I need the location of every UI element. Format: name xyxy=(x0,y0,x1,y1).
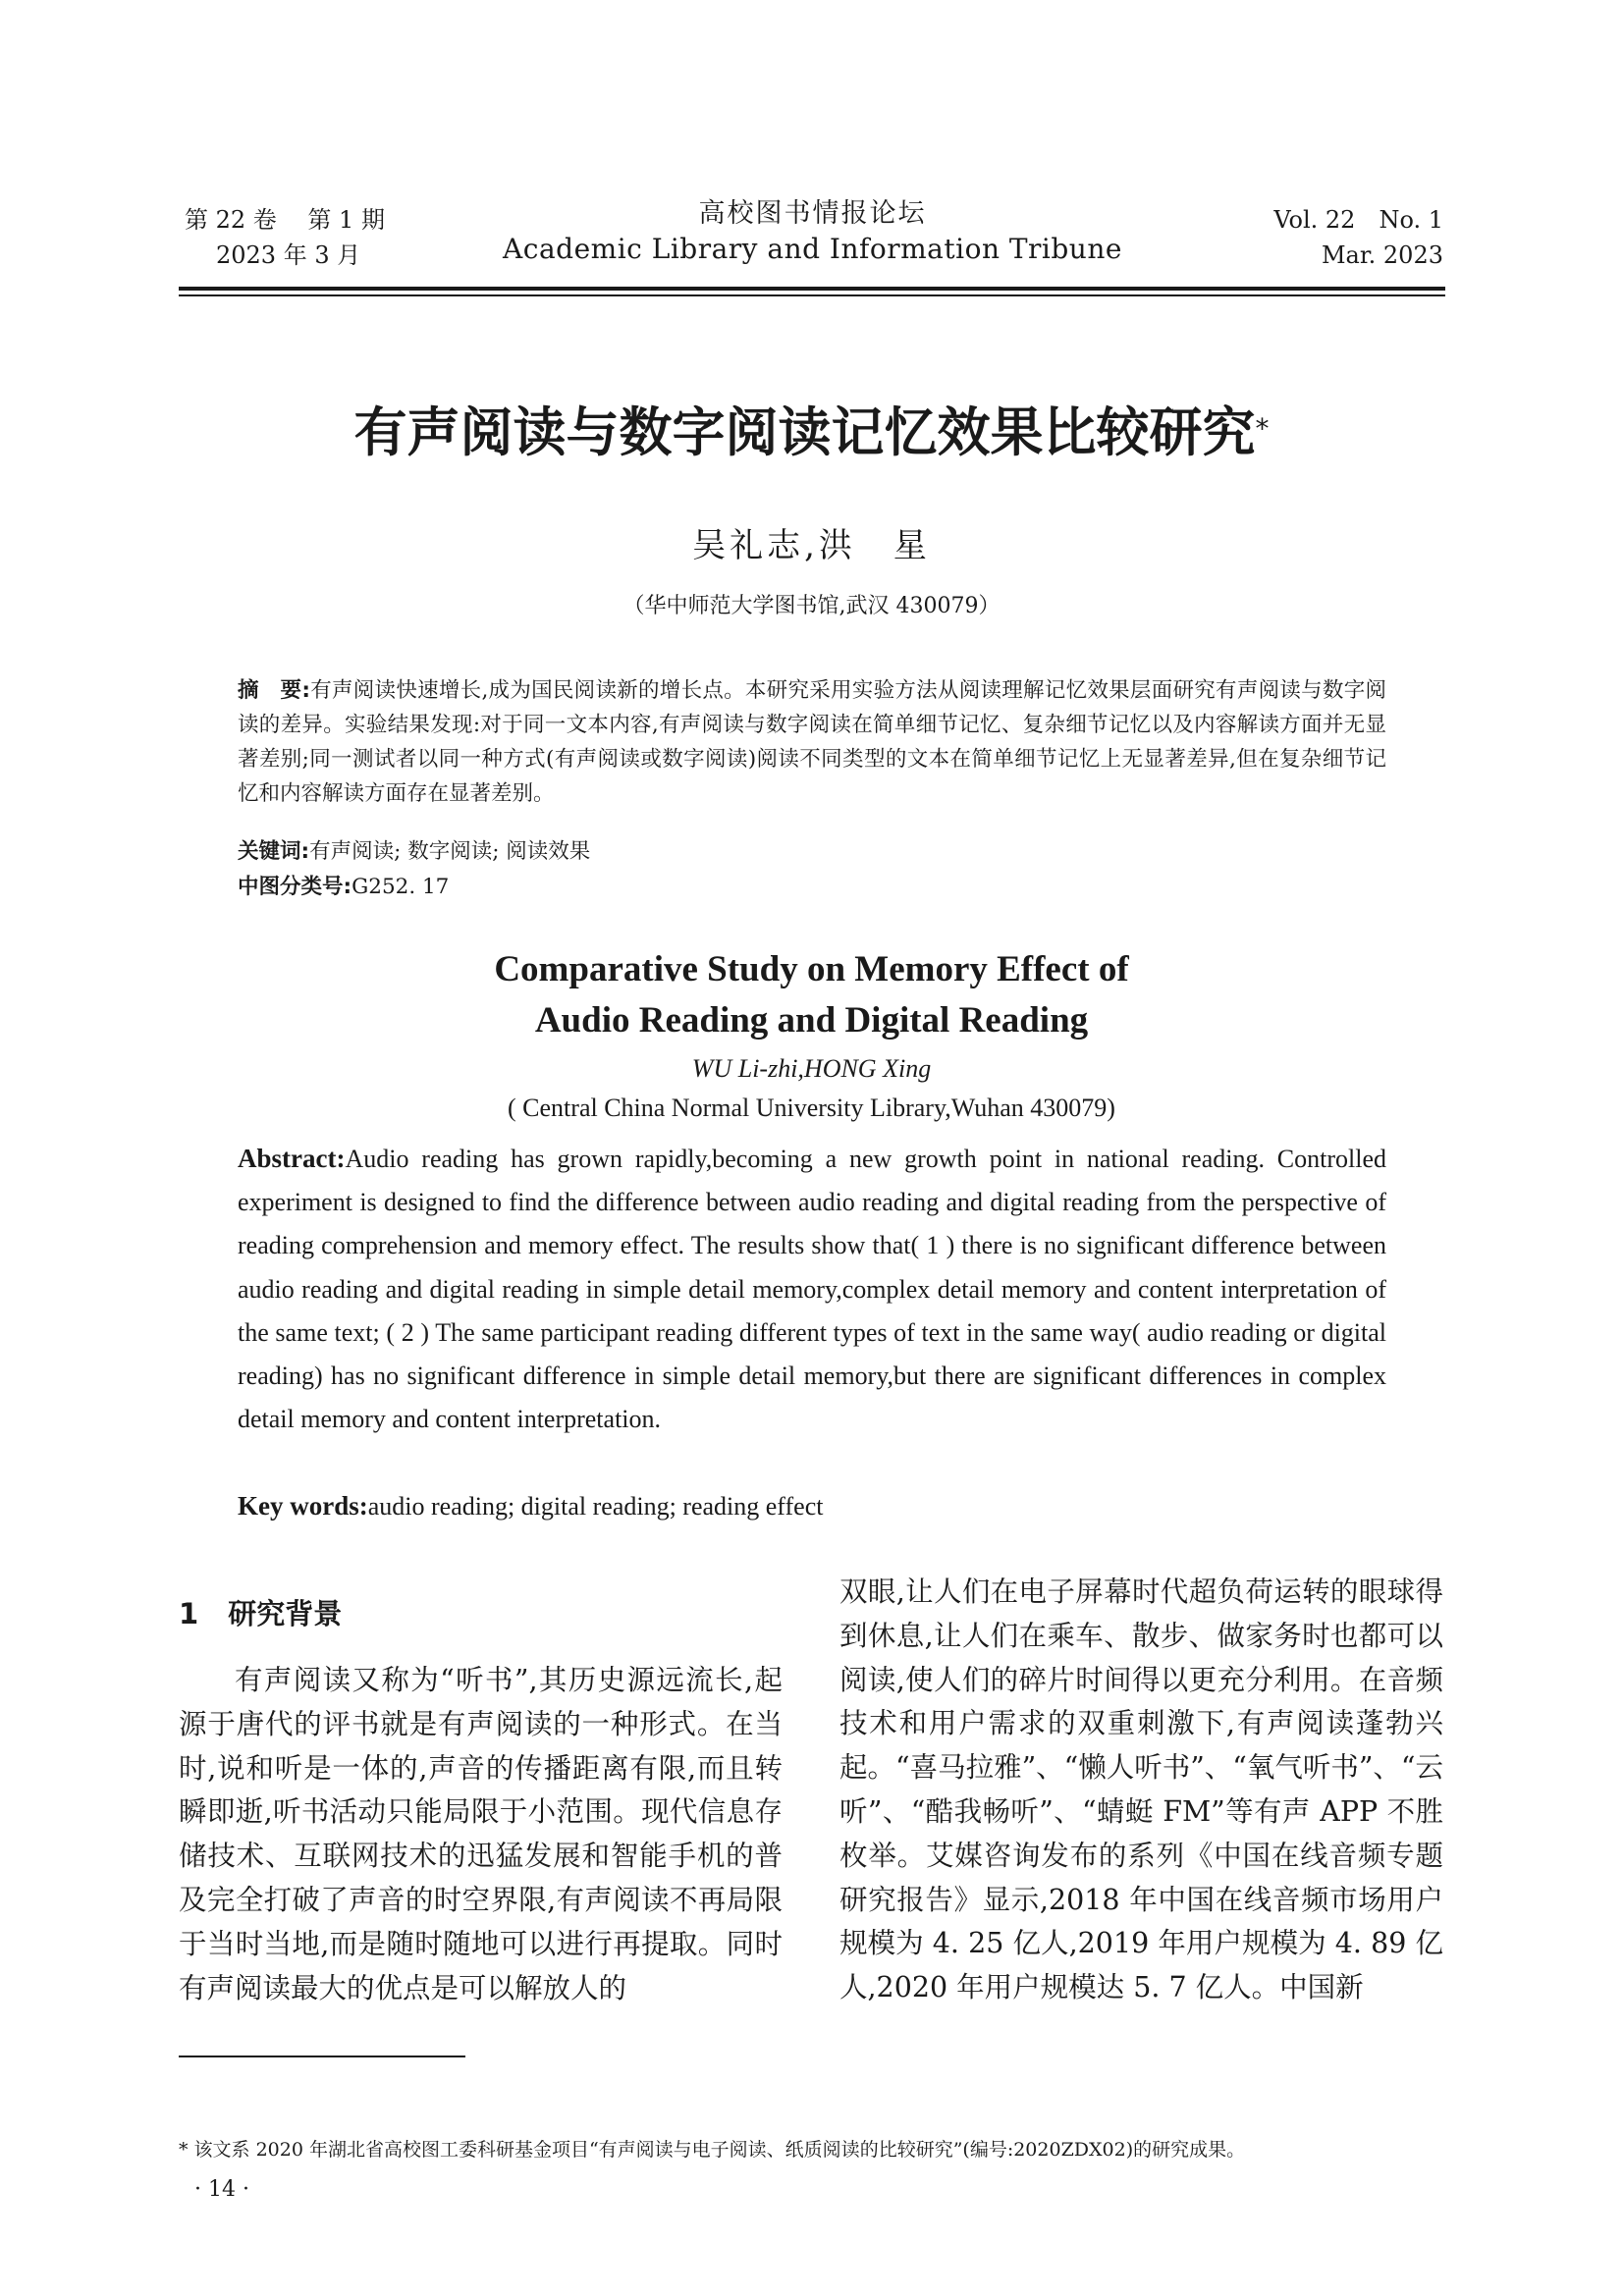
title-text: 有声阅读与数字阅读记忆效果比较研究 xyxy=(353,401,1256,463)
page-number: · 14 · xyxy=(194,2177,249,2202)
keywords-en-text: audio reading; digital reading; reading effect xyxy=(367,1492,824,1521)
classification-label: 中图分类号: xyxy=(238,875,352,899)
journal-volume-en xyxy=(1227,202,1443,273)
affiliation-cn: （华中师范大学图书馆,武汉 430079） xyxy=(622,594,1001,618)
paper-title-cn xyxy=(177,399,1446,467)
classification-number xyxy=(238,870,1386,904)
section-title: 研究背景 xyxy=(228,1597,343,1630)
footnote-mark: * xyxy=(179,2139,189,2161)
keywords-cn xyxy=(238,834,1386,869)
footnote-text: 该文系 2020 年湖北省高校图工委科研基金项目“有声阅读与电子阅读、纸质阅读的比较研究”(编号:2020ZDX02)的研究成果。 xyxy=(188,2139,1246,2161)
authors-en: WU Li-zhi,HONG Xing xyxy=(691,1054,932,1083)
section-heading xyxy=(179,1592,342,1632)
abstract-en-text: Audio reading has grown rapidly,becoming a new growth point in national reading. Controlled experiment is designed to find the difference between audio reading and digital reading from the perspective of reading comprehension and memory effect. The results show that( 1 ) there is no significant difference between audio reading and digital reading in simple detail memory,complex detail memory and content interpretation of the same text; ( 2 ) The same participant reading different types of text in the same way( audio reading or digital reading) has no significant difference in simple detail memory,but there are significant differences in complex detail memory and content interpretation. xyxy=(238,1145,1386,1434)
classification-text: G252. 17 xyxy=(352,875,450,899)
abstract-en-label: Abstract: xyxy=(238,1144,346,1173)
abstract-cn xyxy=(238,673,1386,811)
keywords-en xyxy=(238,1484,1386,1528)
section-number: 1 xyxy=(179,1597,199,1630)
journal-name-en: Academic Library and Information Tribune xyxy=(503,233,1122,265)
keywords-cn-label: 关键词: xyxy=(238,839,310,864)
journal-name-cn: 高校图书情报论坛 xyxy=(698,198,927,229)
abstract-en xyxy=(238,1137,1386,1441)
journal-name xyxy=(452,196,1173,267)
affiliation-en: ( Central China Normal University Library,Wuhan 430079) xyxy=(508,1094,1115,1122)
body-text-left-column: 有声阅读又称为“听书”,其历史源远流长,起源于唐代的评书就是有声阅读的一种形式。在当时,说和听是一体的,声音的传播距离有限,而且转瞬即逝,听书活动只能局限于小范围。现代信息存储技术、互联网技术的迅猛发展和智能手机的普及完全打破了声音的时空界限,有声阅读不再局限于当时当地,而是随时随地可以进行再提取。同时有声阅读最大的优点是可以解放人的 xyxy=(179,1664,783,2004)
volume-issue: 第 22 卷 第 1 期 xyxy=(185,206,385,234)
keywords-cn-text: 有声阅读; 数字阅读; 阅读效果 xyxy=(309,839,591,864)
abstract-cn-label: 摘 要: xyxy=(238,678,310,703)
issue-date-en: Mar. 2023 xyxy=(1321,241,1443,269)
abstract-cn-text: 有声阅读快速增长,成为国民阅读新的增长点。本研究采用实验方法从阅读理解记忆效果层面研究有声阅读与数字阅读的差异。实验结果发现:对于同一文本内容,有声阅读与数字阅读在简单细节记忆、复杂细节记忆以及内容解读方面并无显著差别;同一测试者以同一种方式(有声阅读或数字阅读)阅读不同类型的文本在简单细节记忆上无显著差异,但在复杂细节记忆和内容解读方面存在显著差别。 xyxy=(238,678,1386,806)
issue-date: 2023 年 3 月 xyxy=(216,241,361,269)
journal-issue-info xyxy=(185,202,440,273)
volume-issue-en: Vol. 22 No. 1 xyxy=(1273,206,1443,234)
title-en-line1: Comparative Study on Memory Effect of xyxy=(494,949,1129,989)
footnote xyxy=(179,2136,1445,2163)
body-text-right-column: 双眼,让人们在电子屏幕时代超负荷运转的眼球得到休息,让人们在乘车、散步、做家务时也都可以阅读,使人们的碎片时间得以更充分利用。在音频技术和用户需求的双重刺激下,有声阅读蓬勃兴起。“喜马拉雅”、“懒人听书”、“氧气听书”、“云听”、“酷我畅听”、“蜻蜓 FM”等有声 APP 不胜枚举。艾媒咨询发布的系列《中国在线音频专题研究报告》显示,2018 年中国在线音频市场用户规模为 4. 25 亿人,2019 年用户规模为 4. 89 亿人,2020 年用户规模达 5. 7 亿人。中国新 xyxy=(839,1575,1443,2004)
title-en-line2: Audio Reading and Digital Reading xyxy=(534,1000,1089,1041)
title-footnote-mark: * xyxy=(1255,412,1270,445)
paper-title-en xyxy=(177,944,1446,1046)
keywords-en-label: Key words: xyxy=(238,1491,368,1521)
footnote-rule xyxy=(179,2056,465,2057)
header-rule-thick xyxy=(179,287,1445,291)
header-rule-thin xyxy=(179,294,1445,296)
authors-cn: 吴礼志,洪 星 xyxy=(692,526,931,565)
